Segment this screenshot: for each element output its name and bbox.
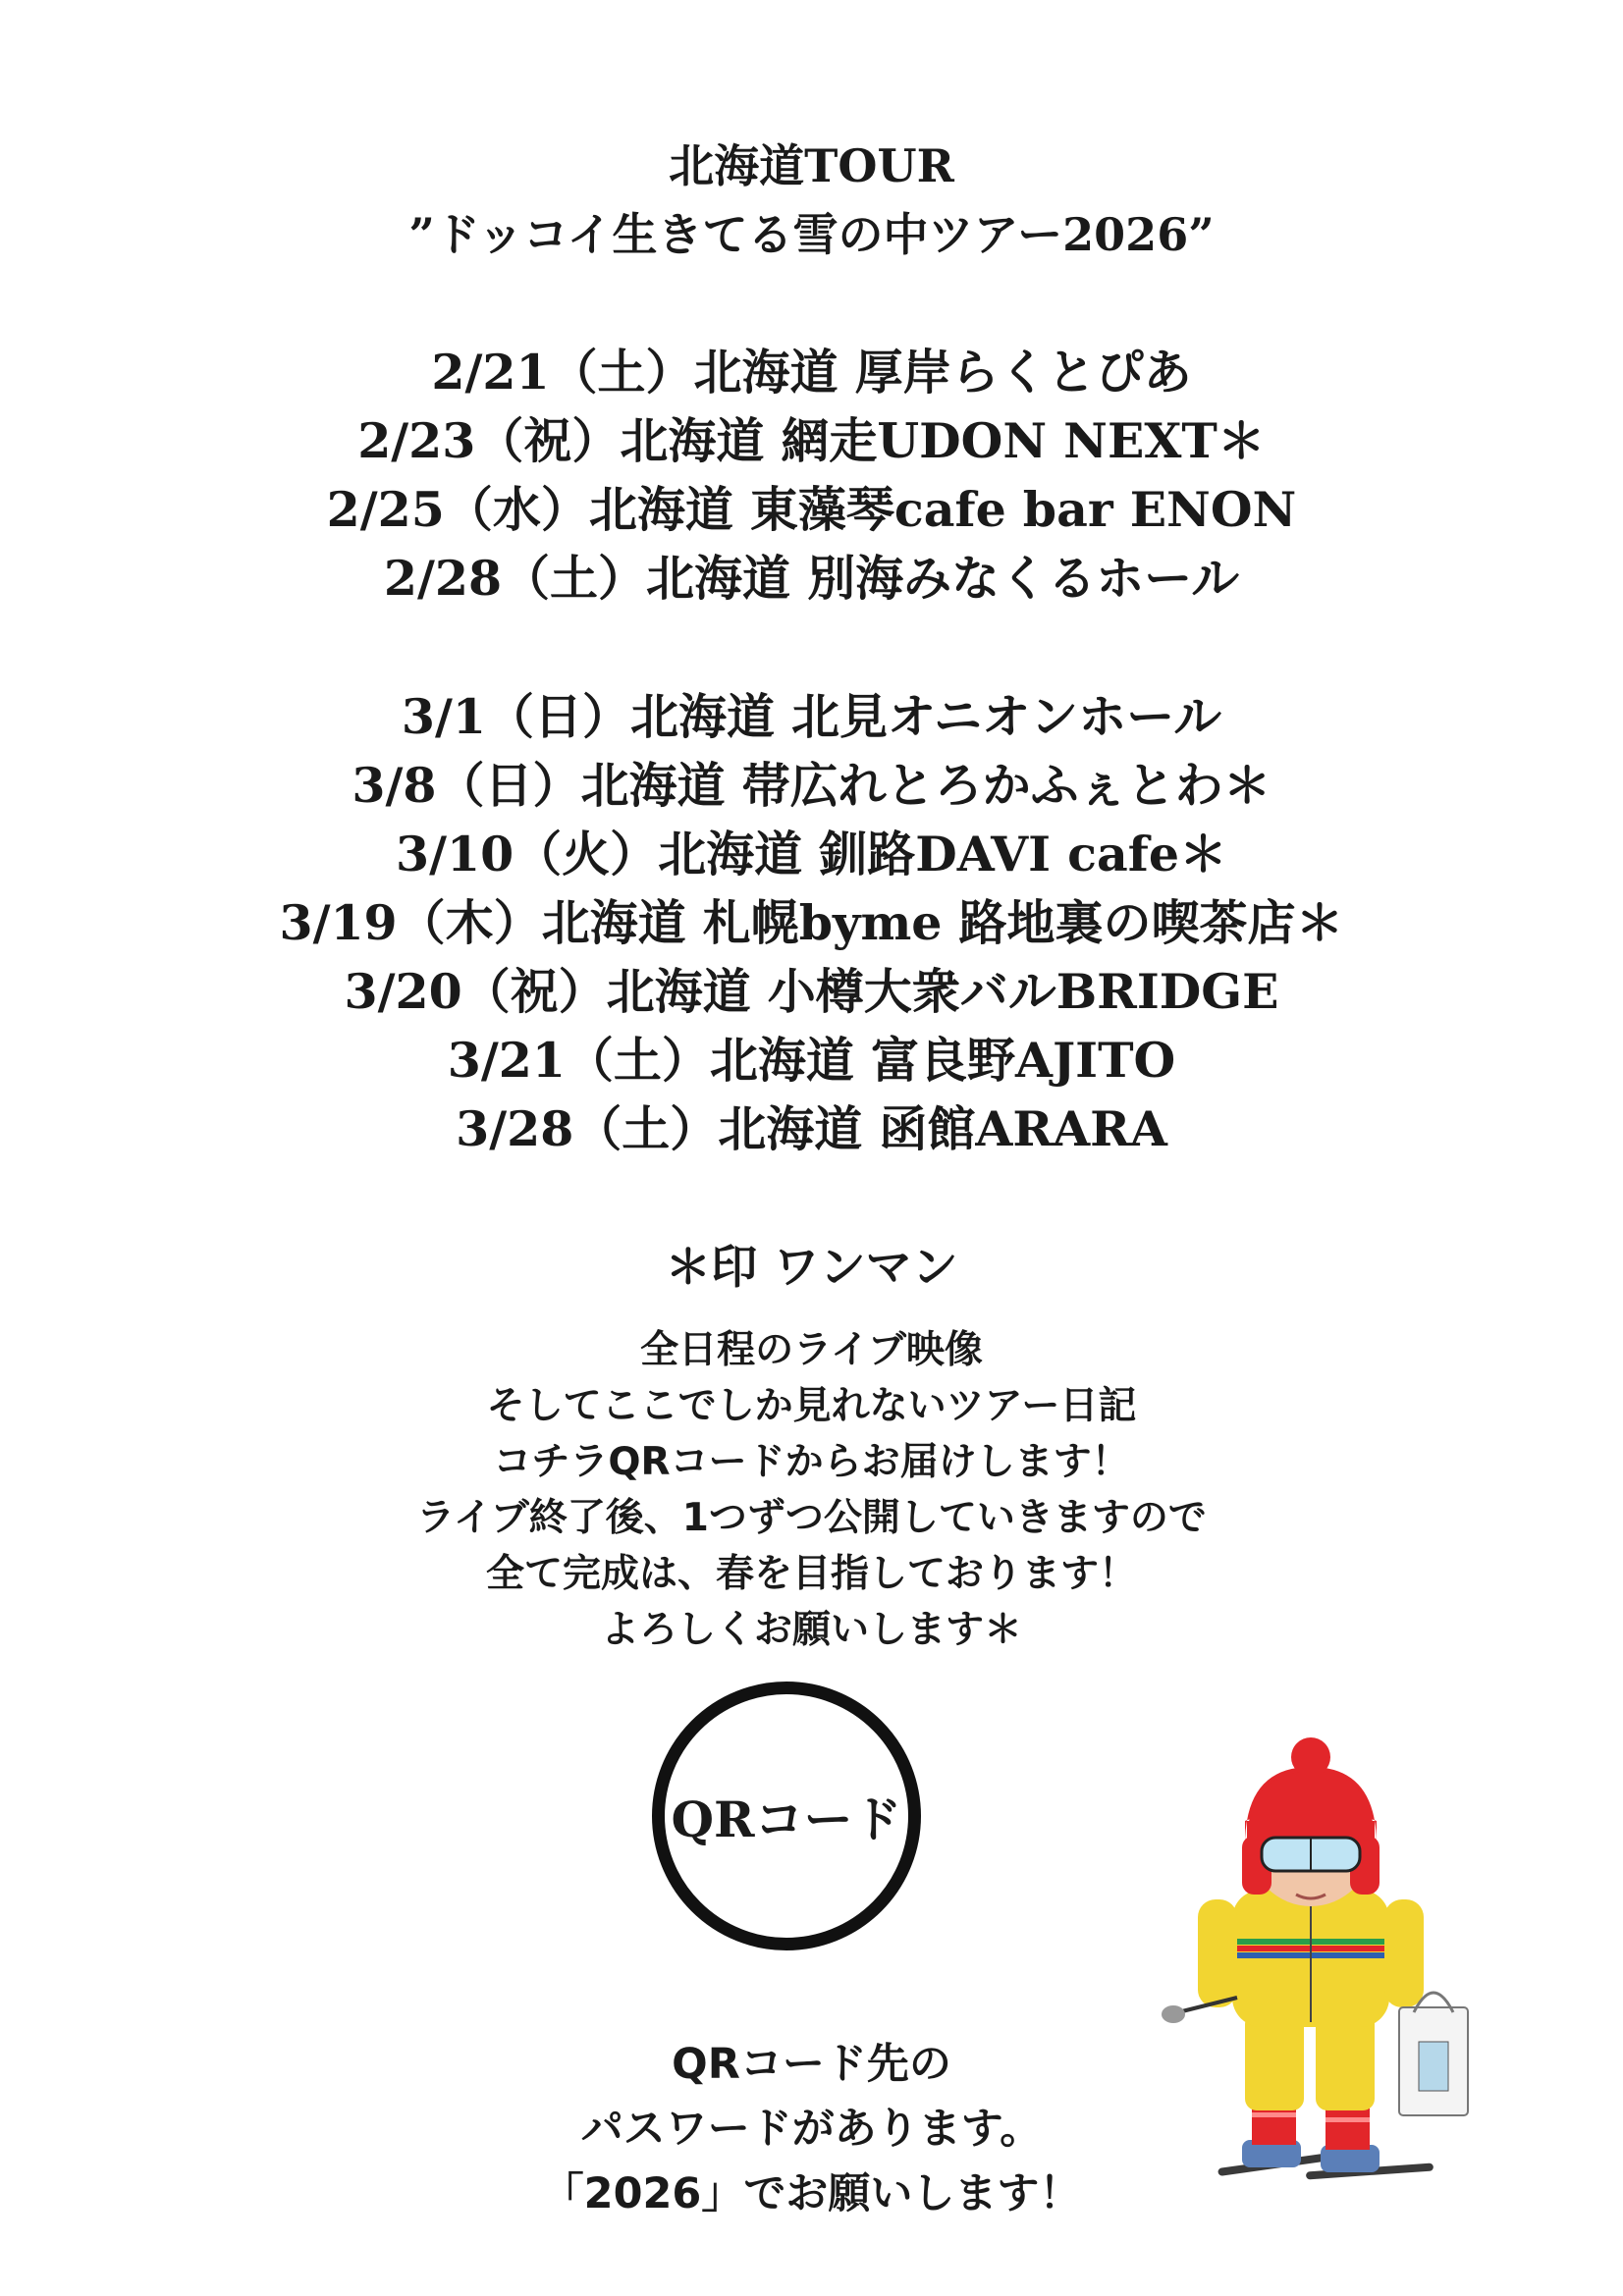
schedule-item: 2/23（祝）北海道 網走UDON NEXT＊: [357, 412, 1266, 469]
tour-subtitle: ”ドッコイ生きてる雪の中ツアー2026”: [408, 208, 1215, 261]
footer-line: パスワードがあります。: [580, 2105, 1043, 2154]
schedule-item: 3/10（火）北海道 釧路DAVI cafe＊: [395, 826, 1228, 882]
schedule-item: 3/20（祝）北海道 小樽大衆バルBRIDGE: [344, 963, 1279, 1020]
message-line: コチラQRコードからお届けします！: [493, 1440, 1130, 1484]
qr-code-label: QRコード: [671, 1790, 902, 1848]
schedule-item: 3/21（土）北海道 富良野AJITO: [447, 1032, 1176, 1089]
schedule-item: 3/19（木）北海道 札幌byme 路地裏の喫茶店＊: [279, 894, 1344, 951]
message-line: 全て完成は、春を目指しております！: [485, 1552, 1137, 1596]
schedule-item: 2/25（水）北海道 東藻琴cafe bar ENON: [326, 481, 1297, 538]
schedule-item: 3/28（土）北海道 函館ARARA: [456, 1100, 1167, 1157]
message-line: ライブ終了後、1つずつ公開していきますので: [416, 1496, 1207, 1540]
message-line: 全日程のライブ映像: [640, 1328, 983, 1372]
schedule-item: 3/8（日）北海道 帯広れとろかふぇとわ＊: [352, 757, 1271, 814]
footer-line: QRコード先の: [672, 2040, 951, 2089]
schedule-item: 2/21（土）北海道 厚岸らくとぴあ: [431, 344, 1192, 400]
schedule-item: 3/1（日）北海道 北見オニオンホール: [401, 688, 1222, 745]
qr-code-placeholder[interactable]: [652, 1682, 921, 1950]
oneman-note: ＊印 ワンマン: [665, 1241, 958, 1295]
tour-title: 北海道TOUR: [669, 139, 954, 192]
skier-mascot-illustration: [1139, 1728, 1492, 2189]
footer-line: 「2026」でお願いします！: [541, 2169, 1082, 2218]
schedule-item: 2/28（土）北海道 別海みなくるホール: [383, 550, 1240, 607]
message-line: そしてここでしか見れないツアー日記: [486, 1384, 1137, 1428]
message-line: よろしくお願いします＊: [600, 1608, 1022, 1652]
